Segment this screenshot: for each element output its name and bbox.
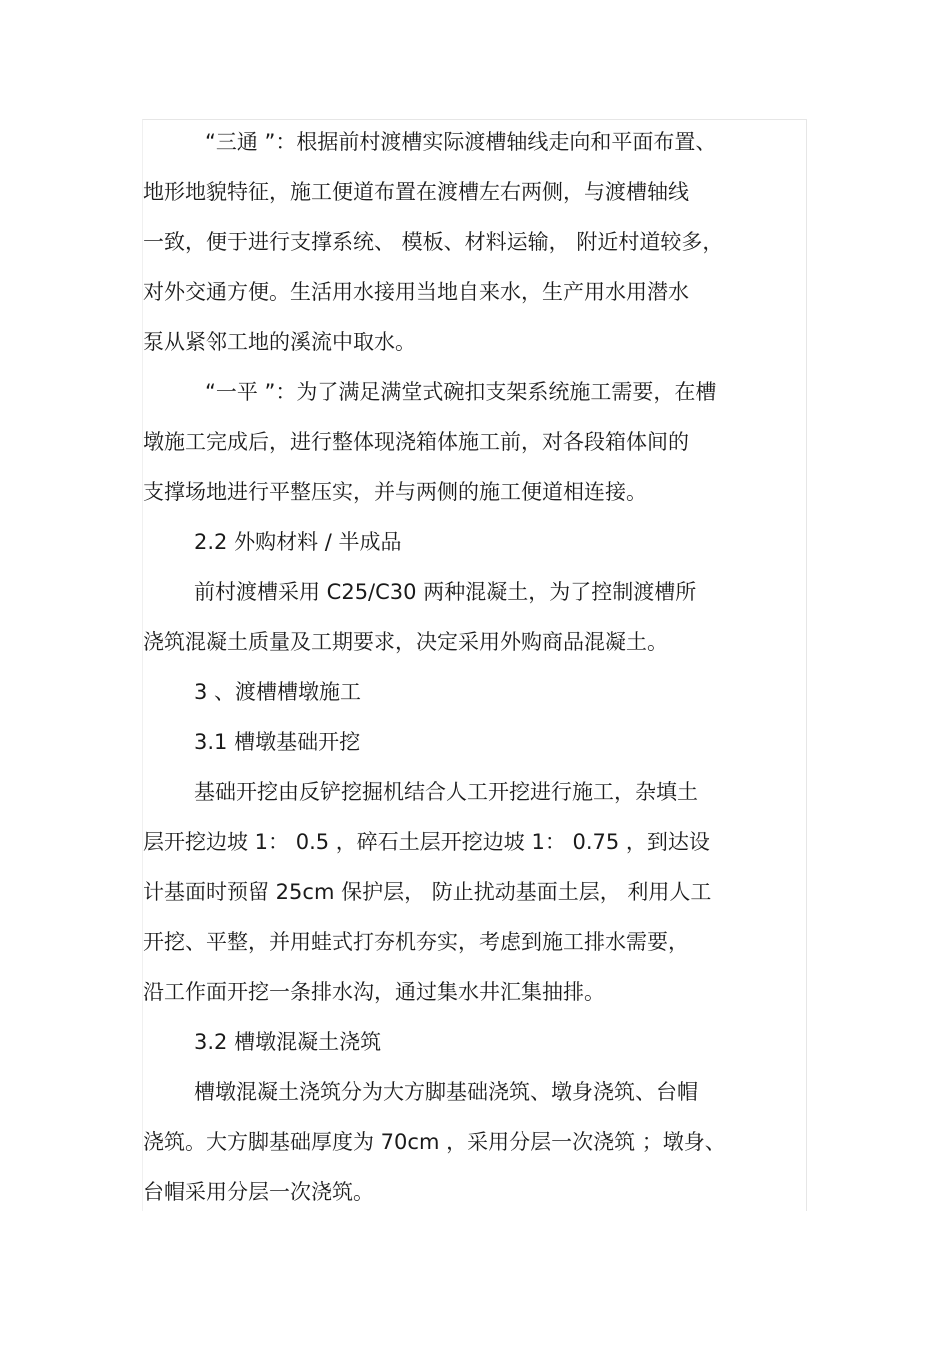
paragraph-pouring-line-3: 台帽采用分层一次浇筑。 [143, 1180, 374, 1204]
section-heading-3-2: 3.2 槽墩混凝土浇筑 [194, 1030, 382, 1054]
section-heading-2-2: 2.2 外购材料 / 半成品 [194, 530, 402, 554]
paragraph-santong-line-3: 一致，便于进行支撑系统、 模板、材料运输， 附近村道较多， [143, 230, 724, 254]
paragraph-excavation-line-1: 基础开挖由反铲挖掘机结合人工开挖进行施工，杂填土 [194, 780, 698, 804]
paragraph-pouring-line-2: 浇筑。大方脚基础厚度为 70cm ，采用分层一次浇筑 ；墩身、 [143, 1130, 726, 1154]
paragraph-santong-line-2: 地形地貌特征，施工便道布置在渡槽左右两侧，与渡槽轴线 [143, 180, 689, 204]
section-heading-3: 3 、渡槽槽墩施工 [194, 680, 362, 704]
paragraph-yiping-line-1: “一平 ”：为了满足满堂式碗扣支架系统施工需要，在槽 [205, 380, 717, 404]
paragraph-santong-line-4: 对外交通方便。生活用水接用当地自来水，生产用水用潜水 [143, 280, 689, 304]
paragraph-yiping-line-2: 墩施工完成后，进行整体现浇箱体施工前，对各段箱体间的 [143, 430, 689, 454]
paragraph-santong-line-5: 泵从紧邻工地的溪流中取水。 [143, 330, 416, 354]
paragraph-excavation-line-4: 开挖、平整，并用蛙式打夯机夯实，考虑到施工排水需要， [143, 930, 689, 954]
paragraph-excavation-line-5: 沿工作面开挖一条排水沟，通过集水井汇集抽排。 [143, 980, 605, 1004]
paragraph-materials-line-2: 浇筑混凝土质量及工期要求，决定采用外购商品混凝土。 [143, 630, 668, 654]
paragraph-excavation-line-3: 计基面时预留 25cm 保护层， 防止扰动基面土层， 利用人工 [143, 880, 712, 904]
section-heading-3-1: 3.1 槽墩基础开挖 [194, 730, 361, 754]
paragraph-excavation-line-2: 层开挖边坡 1： 0.5 ，碎石土层开挖边坡 1： 0.75 ，到达设 [143, 830, 710, 854]
paragraph-yiping-line-3: 支撑场地进行平整压实，并与两侧的施工便道相连接。 [143, 480, 647, 504]
paragraph-pouring-line-1: 槽墩混凝土浇筑分为大方脚基础浇筑、墩身浇筑、台帽 [194, 1080, 698, 1104]
paragraph-santong-line-1: “三通 ”：根据前村渡槽实际渡槽轴线走向和平面布置、 [205, 130, 717, 154]
paragraph-materials-line-1: 前村渡槽采用 C25/C30 两种混凝土，为了控制渡槽所 [194, 580, 697, 604]
